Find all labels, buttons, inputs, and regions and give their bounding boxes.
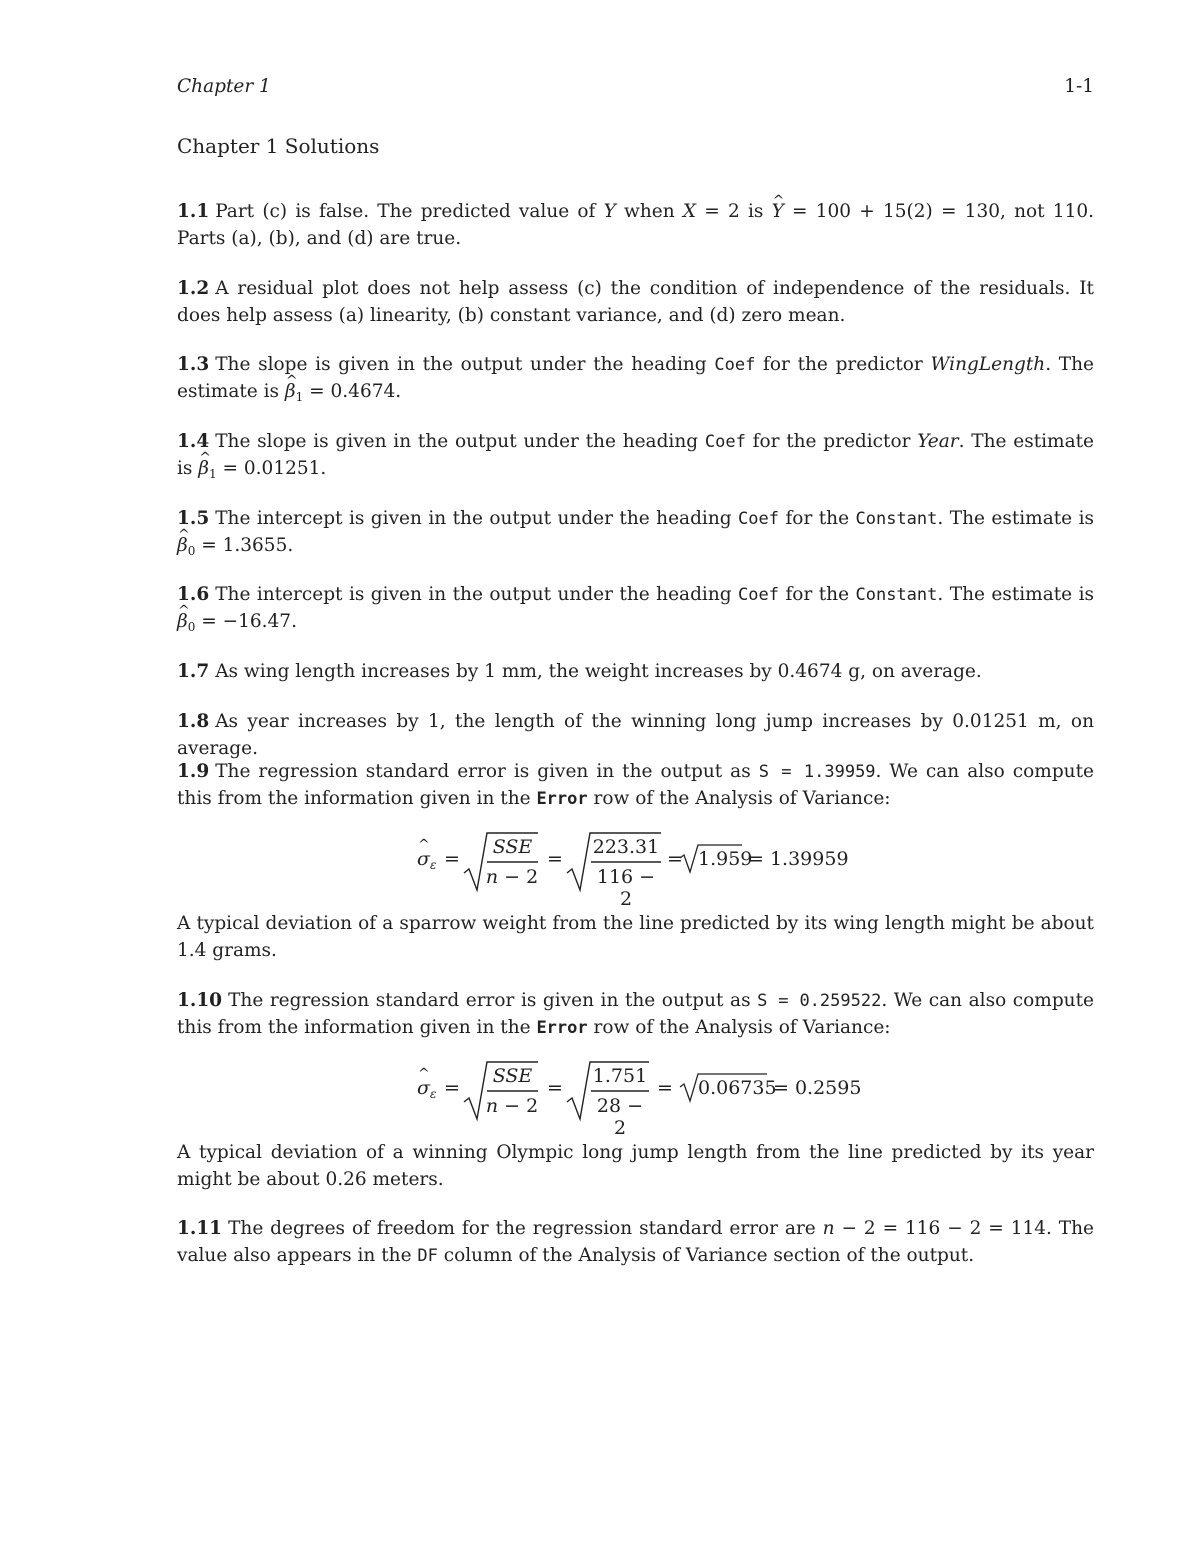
solution-1-7: 1.7 As wing length increases by 1 mm, the weight increases by 0.4674 g, on average. — [177, 661, 982, 682]
fraction-2-numerator: 1.751 — [592, 1065, 648, 1087]
formula-result: = 1.39959 — [748, 848, 849, 870]
item-number: 1.9 — [177, 761, 210, 782]
beta-hat-symbol: ^ β — [177, 609, 188, 636]
item-number: 1.4 — [177, 431, 210, 452]
solution-1-8: 1.8 As year increases by 1, the length of the winning long jump increases by 0.01251 m, on average. — [177, 711, 1094, 759]
solution-1-1: 1.1 Part (c) is false. The predicted value of Y when X = 2 is ^ Y = 100 + 15(2) = 130, not 110. Parts (a), (b), and (d) are true. — [177, 199, 1094, 252]
fraction-1-numerator: SSE — [492, 1065, 533, 1087]
sigma-hat-symbol: ^ $\sigma_\varepsilon$ — [417, 848, 436, 872]
item-number: 1.11 — [177, 1218, 223, 1239]
item-number: 1.1 — [177, 201, 210, 222]
solution-1-2: 1.2 A residual plot does not help assess (c) the condition of independence of the residuals. It does help assess (a) linearity, (b) constant variance, and (d) zero mean. — [177, 278, 1094, 326]
sigma-hat-symbol: ^ $\sigma_\varepsilon$ — [417, 1077, 436, 1101]
running-header — [177, 76, 1094, 102]
fraction-2-numerator: 223.31 — [592, 836, 660, 858]
item-number: 1.10 — [177, 990, 223, 1011]
fraction-2-denominator: 116 − 2 — [596, 866, 656, 910]
formula-sigma-1: ^ $\sigma_\varepsilon$ = SSE n − 2 = 223.31 116 − 2 = 1.959 = 1.39959 — [177, 832, 1094, 894]
y-hat-symbol: ^ Y — [772, 199, 784, 226]
solution-1-9: 1.9 The regression standard error is given in the output as S = 1.39959. We can also compute this from the information given in the Error row of the Analysis of Variance: — [177, 761, 1094, 809]
item-number: 1.7 — [177, 661, 210, 682]
variable-n: n — [485, 866, 499, 888]
fraction-1-numerator: SSE — [492, 836, 533, 858]
formula-sigma-2: ^ $\sigma_\varepsilon$ = SSE n − 2 = 1.751 28 − 2 = 0.06735 = 0.2595 — [177, 1061, 1094, 1123]
solution-1-6: 1.6 The intercept is given in the output under the heading Coef for the Constant. The estimate is ^ $\beta_0 = -16.47$. — [177, 582, 1094, 640]
item-number: 1.8 — [177, 711, 210, 732]
den-rest: − 2 — [498, 866, 539, 888]
beta-hat-symbol: ^ β — [285, 379, 296, 406]
item-number: 1.6 — [177, 584, 210, 605]
beta-hat-symbol: ^ β — [198, 456, 209, 483]
fraction-1-denominator — [483, 866, 541, 888]
variable-n: n — [485, 1095, 499, 1117]
solution-1-10-interpretation: A typical deviation of a winning Olympic long jump length from the line predicted by its year might be about 0.26 meters. — [177, 1142, 1094, 1190]
beta-hat-symbol: ^ β — [177, 533, 188, 560]
radicand: 0.06735 — [698, 1077, 777, 1099]
page-title: Chapter 1 Solutions — [177, 134, 380, 158]
item-number: 1.2 — [177, 278, 210, 299]
solution-1-10: 1.10 The regression standard error is given in the output as S = 0.259522. We can also compute this from the information given in the Error row of the Analysis of Variance: — [177, 990, 1094, 1038]
solution-1-11: 1.11 The degrees of freedom for the regression standard error are n − 2 = 116 − 2 = 114. The value also appears in the DF column of the Analysis of Variance section of the output. — [177, 1218, 1094, 1266]
header-chapter: Chapter 1 — [177, 76, 271, 97]
formula-result: = 0.2595 — [773, 1077, 862, 1099]
item-number: 1.5 — [177, 508, 210, 529]
solution-1-4: 1.4 The slope is given in the output under the heading Coef for the predictor Year. The estimate is ^ $\beta_1 = 0.01251$. — [177, 429, 1094, 487]
fraction-1-denominator — [483, 1095, 541, 1117]
solution-1-3: 1.3 The slope is given in the output under the heading Coef for the predictor WingLength. The estimate is ^ $\beta_1 = 0.4674$. — [177, 352, 1094, 410]
fraction-2-denominator: 28 − 2 — [596, 1095, 644, 1139]
den-rest: − 2 — [498, 1095, 539, 1117]
header-page-number: 1-1 — [1064, 76, 1094, 97]
radicand: 1.959 — [698, 848, 753, 870]
solution-1-9-interpretation: A typical deviation of a sparrow weight from the line predicted by its wing length might be about 1.4 grams. — [177, 913, 1094, 961]
item-number: 1.3 — [177, 354, 210, 375]
solution-1-5: 1.5 The intercept is given in the output under the heading Coef for the Constant. The estimate is ^ $\beta_0 = 1.3655$. — [177, 506, 1094, 564]
